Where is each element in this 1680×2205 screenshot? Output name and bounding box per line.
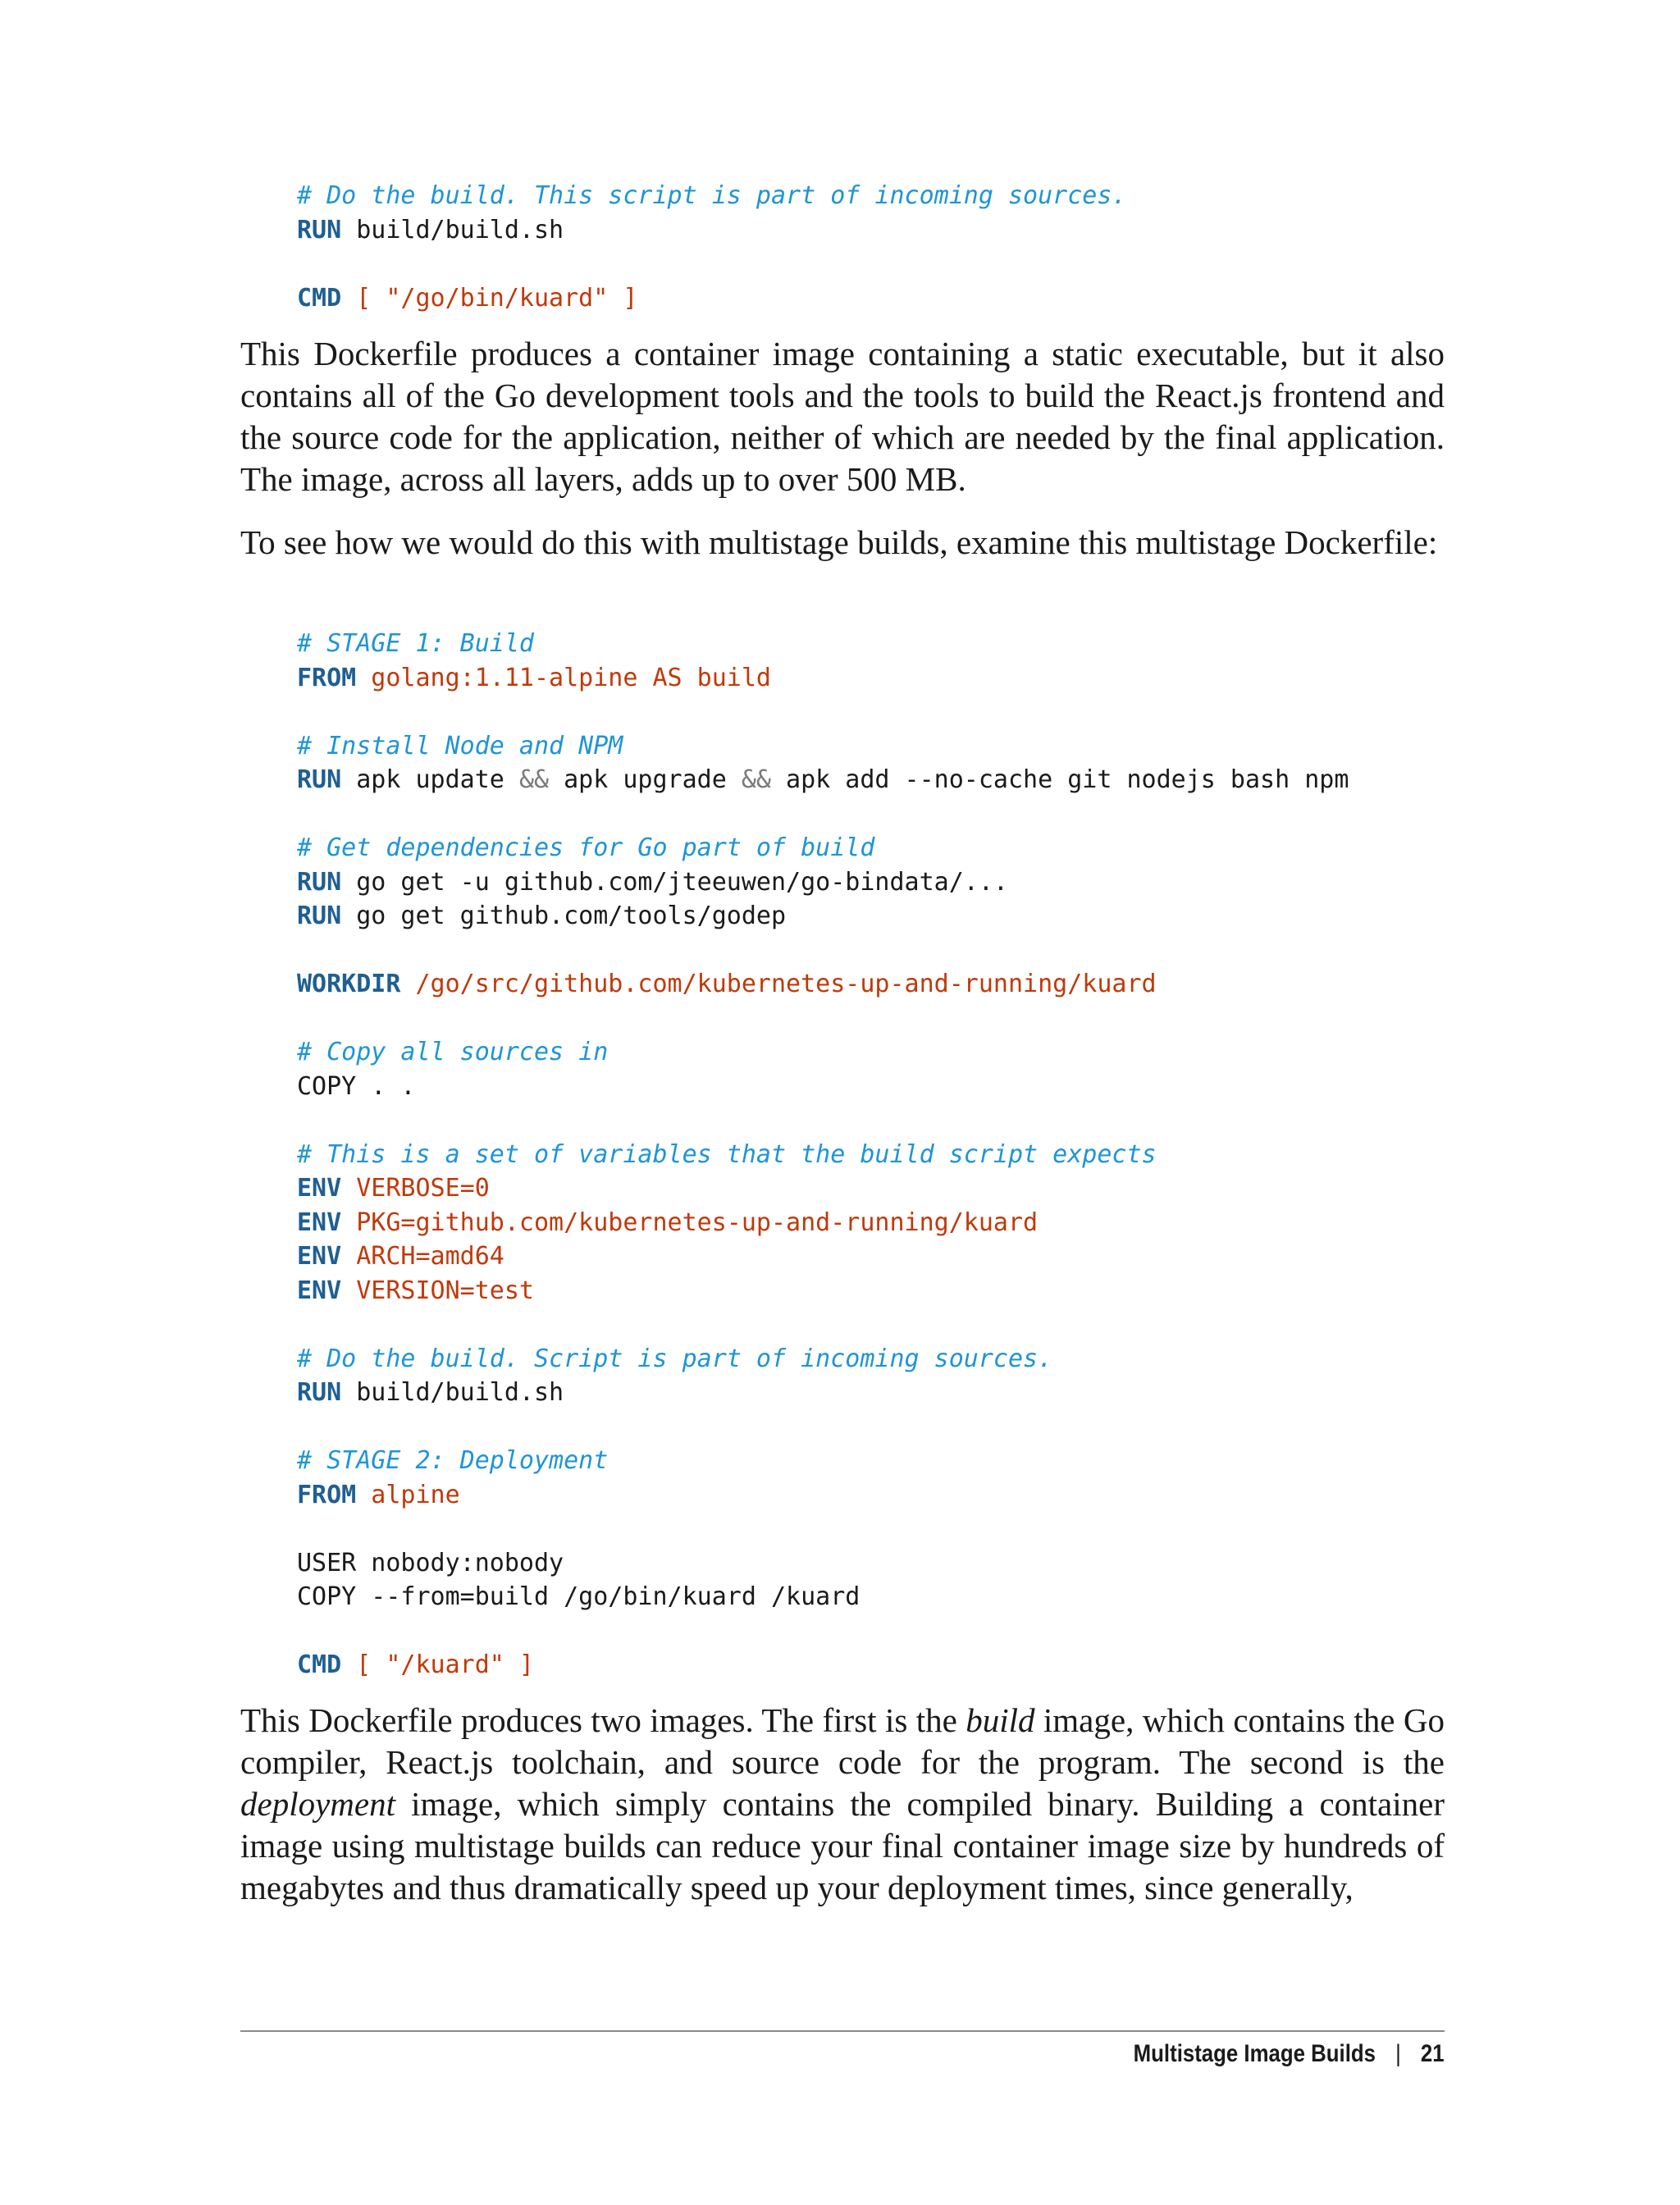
code-line: [297, 967, 1349, 1002]
footer-separator: |: [1395, 2040, 1402, 2067]
code-comment: # STAGE 1: Build: [297, 629, 534, 658]
code-blank-line: [297, 1103, 1349, 1138]
code-block-multistage-dockerfile: [297, 627, 1349, 1682]
code-keyword: RUN: [297, 867, 342, 897]
code-text: apk add --no-cache git nodejs bash npm: [771, 765, 1349, 794]
code-keyword: RUN: [297, 765, 342, 794]
code-keyword: RUN: [297, 1378, 342, 1407]
code-keyword: ENV: [297, 1208, 342, 1237]
code-line: [297, 1546, 1349, 1581]
paragraph-text: This Dockerfile produces two images. The first is the: [240, 1701, 966, 1739]
code-argument: alpine: [356, 1480, 460, 1509]
code-line: [297, 1171, 1349, 1206]
code-blank-line: [297, 695, 1349, 729]
code-comment: # Get dependencies for Go part of build: [297, 833, 875, 862]
code-argument: VERBOSE=0: [341, 1174, 490, 1203]
code-keyword: ENV: [297, 1242, 342, 1271]
code-keyword: ENV: [297, 1276, 342, 1305]
code-text: apk update: [341, 765, 519, 794]
code-blank-line: [297, 1512, 1349, 1546]
code-line: [297, 1070, 1349, 1104]
code-blank-line: [297, 247, 1126, 281]
code-line: [297, 1342, 1349, 1376]
code-line: [297, 1035, 1349, 1070]
code-line: [297, 831, 1349, 865]
code-keyword: FROM: [297, 663, 357, 692]
page-number: 21: [1421, 2040, 1445, 2067]
code-keyword: FROM: [297, 1480, 357, 1509]
code-block-dockerfile-tail: [297, 179, 1126, 315]
paragraph-dockerfile-description: This Dockerfile produces a container image containing a static executable, but it also contains all of the Go development tools and the tools to build the React.js frontend and the source code for the application, neither of which are needed by the final application. The image, across all layers, adds up to over 500 MB.: [240, 335, 1445, 498]
footer-divider: [240, 2030, 1445, 2032]
code-line: [297, 1478, 1349, 1513]
code-comment: # Do the build. Script is part of incoming sources.: [297, 1344, 1053, 1373]
code-line: [297, 1138, 1349, 1172]
code-line: [297, 865, 1349, 900]
code-keyword: ENV: [297, 1174, 342, 1203]
code-blank-line: [297, 1410, 1349, 1445]
code-line: [297, 627, 1349, 661]
code-keyword: CMD: [297, 1650, 342, 1679]
code-text: apk upgrade: [549, 765, 742, 794]
code-argument: PKG=github.com/kubernetes-up-and-running/kuard: [341, 1208, 1039, 1237]
code-blank-line: [297, 934, 1349, 968]
code-text: COPY . .: [297, 1071, 416, 1101]
code-text: go get -u github.com/jteeuwen/go-bindata/...: [341, 867, 1008, 897]
code-text: build/build.sh: [341, 1378, 564, 1407]
code-line: [297, 1444, 1349, 1478]
code-blank-line: [297, 797, 1349, 832]
code-line: [297, 899, 1349, 934]
code-line: [297, 1648, 1349, 1682]
code-line: [297, 1376, 1349, 1410]
footer-section-title: Multistage Image Builds: [1134, 2040, 1376, 2067]
code-operator: &&: [741, 765, 771, 794]
code-blank-line: [297, 1308, 1349, 1342]
code-line: [297, 281, 1126, 316]
code-line: [297, 213, 1126, 248]
paragraph-multistage-intro: To see how we would do this with multistage builds, examine this multistage Dockerfile:: [240, 523, 1438, 561]
code-keyword: CMD: [297, 283, 342, 313]
code-blank-line: [297, 1614, 1349, 1649]
code-line: [297, 661, 1349, 696]
code-line: [297, 1206, 1349, 1240]
code-line: [297, 1580, 1349, 1614]
emphasis-build: build: [966, 1701, 1035, 1739]
code-operator: &&: [518, 765, 550, 794]
code-comment: # Install Node and NPM: [297, 731, 623, 760]
code-argument: /go/src/github.com/kubernetes-up-and-running/kuard: [400, 970, 1157, 998]
code-text: build/build.sh: [341, 215, 564, 244]
code-line: [297, 763, 1349, 797]
code-keyword: WORKDIR: [297, 970, 401, 998]
paragraph-multistage-explanation: [240, 1700, 1445, 1909]
code-argument: VERSION=test: [341, 1276, 534, 1305]
code-text: COPY --from=build /go/bin/kuard /kuard: [297, 1582, 861, 1611]
code-comment: # Do the build. This script is part of incoming sources.: [297, 181, 1127, 210]
code-keyword: RUN: [297, 902, 342, 930]
code-line: [297, 179, 1126, 213]
code-line: [297, 729, 1349, 764]
code-text: go get github.com/tools/godep: [341, 902, 787, 930]
code-comment: # This is a set of variables that the build script expects: [297, 1139, 1157, 1169]
code-text: USER nobody:nobody: [297, 1548, 564, 1577]
code-comment: # Copy all sources in: [297, 1038, 609, 1066]
code-keyword: RUN: [297, 215, 342, 244]
code-argument: [ "/go/bin/kuard" ]: [341, 283, 638, 313]
code-line: [297, 1239, 1349, 1274]
page-footer: [1134, 2040, 1445, 2068]
code-argument: [ "/kuard" ]: [341, 1650, 534, 1679]
code-argument: ARCH=amd64: [341, 1242, 504, 1271]
code-line: [297, 1274, 1349, 1308]
code-comment: # STAGE 2: Deployment: [297, 1446, 609, 1475]
code-blank-line: [297, 1002, 1349, 1036]
paragraph-text: image, which contains the Go compiler, React.js toolchain, and source code for the program. The second is the: [240, 1701, 1445, 1781]
emphasis-deployment: deployment: [240, 1785, 395, 1823]
code-argument: golang:1.11-alpine AS build: [356, 663, 771, 692]
paragraph-text: image, which simply contains the compiled binary. Building a container image using multistage builds can reduce your final container image size by hundreds of megabytes and thus dramatically speed up your deployment times, since generally,: [240, 1785, 1445, 1906]
